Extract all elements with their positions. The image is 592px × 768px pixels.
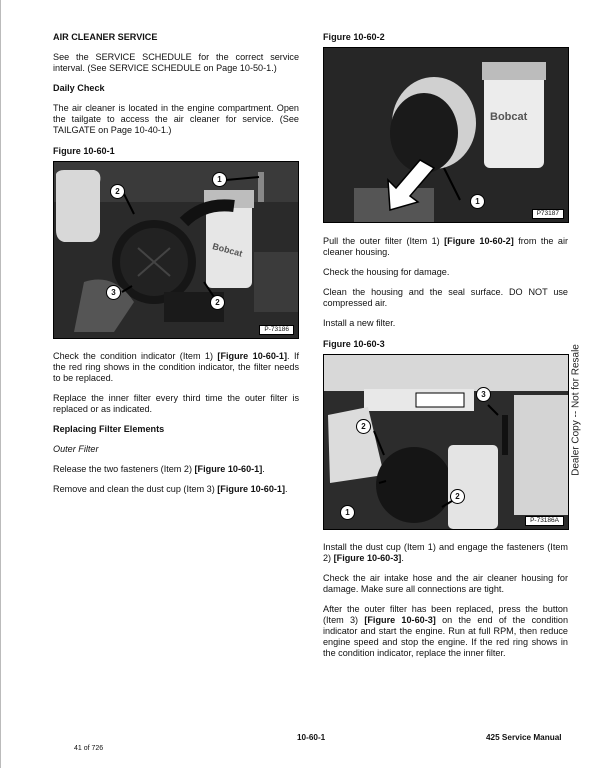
figure-1-photo [53,161,299,339]
callout-1: 1 [470,194,485,209]
figure-code: P-73186 [259,325,294,335]
pull-filter-text: Pull the outer filter (Item 1) [Figure 10-60-2] from the air cleaner housing. [323,236,569,257]
svg-text:Bobcat: Bobcat [490,111,528,123]
outer-filter-illustration [324,48,568,222]
callout-2b: 2 [450,489,465,504]
clean-housing-text: Clean the housing and the seal surface. DO NOT use compressed air. [323,287,568,308]
outer-filter-subheading: Outer Filter [53,444,99,454]
check-indicator-text: Check the condition indicator (Item 1) [Figure 10-60-1]. If the red ring shows in the condition indicator, the filter needs to be replaced. [53,351,299,383]
after-replace-text: After the outer filter has been replaced, press the button (Item 3) [Figure 10-60-3] on the end of the condition indicator and start the engine. Run at full RPM, then reduce engine speed and stop the engine. If the red ring shows in the condition indicator, replace the inner filter. [323,604,568,658]
figure-code: P-73186A [525,516,564,526]
replace-inner-text: Replace the inner filter every third time the outer filter is replaced or as indicated. [53,393,299,414]
release-fasteners-text: Release the two fasteners (Item 2) [Figure 10-60-1]. [53,464,265,474]
figure-3-photo [323,354,569,530]
check-housing-text: Check the housing for damage. [323,267,450,277]
section-heading: AIR CLEANER SERVICE [53,32,158,42]
callout-2b: 2 [210,295,225,310]
figure-3-label: Figure 10-60-3 [323,339,385,349]
callout-2: 2 [356,419,371,434]
engine-compartment-illustration [54,162,298,338]
left-column [53,32,299,495]
svg-text:Bobcat: Bobcat [211,241,244,259]
manual-title: 425 Service Manual [486,733,562,742]
figure-code: P73187 [532,209,564,219]
figure-1-label: Figure 10-60-1 [53,146,115,156]
callout-2: 2 [110,184,125,199]
intro-paragraph: See the SERVICE SCHEDULE for the correct service interval. (See SERVICE SCHEDULE on Page 10-50-1.) [53,52,299,73]
dust-cup-illustration [324,355,568,529]
replacing-heading: Replacing Filter Elements [53,424,165,434]
daily-check-text: The air cleaner is located in the engine compartment. Open the tailgate to access the air cleaner for service. (See TAILGATE on Page 10-40-1.) [53,103,299,135]
check-hose-text: Check the air intake hose and the air cleaner housing for damage. Make sure all connections are tight. [323,573,568,594]
figure-2-label: Figure 10-60-2 [323,32,385,42]
callout-1: 1 [212,172,227,187]
page-count: 41 of 726 [74,745,104,752]
daily-check-heading: Daily Check [53,83,105,93]
install-filter-text: Install a new filter. [323,318,396,328]
page-number: 10-60-1 [297,733,326,742]
callout-3: 3 [106,285,121,300]
dealer-copy-watermark: Dealer Copy -- Not for Resale [570,344,582,476]
figure-2-photo [323,47,569,223]
callout-1: 1 [340,505,355,520]
right-column [323,32,568,659]
callout-3: 3 [476,387,491,402]
install-dust-cup-text: Install the dust cup (Item 1) and engage the fasteners (Item 2) [Figure 10-60-3]. [323,542,568,563]
remove-dust-cup-text: Remove and clean the dust cup (Item 3) [Figure 10-60-1]. [53,484,288,494]
